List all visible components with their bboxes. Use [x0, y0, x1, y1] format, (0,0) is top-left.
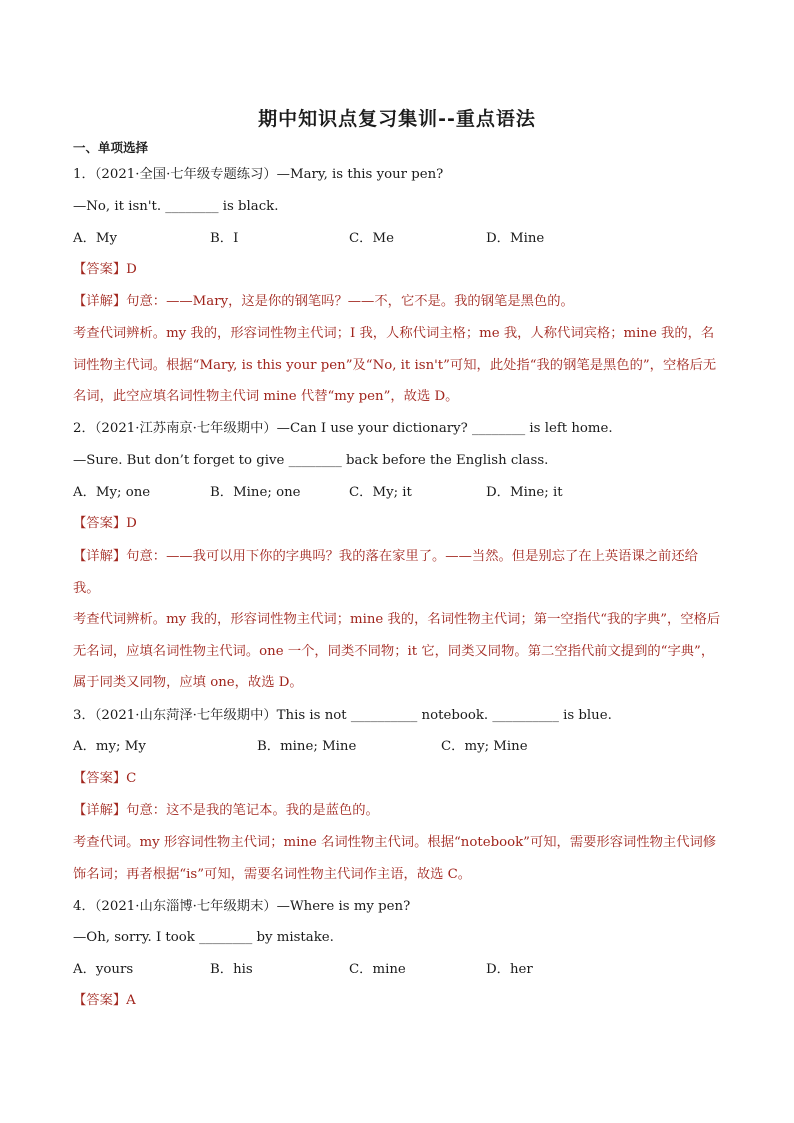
question-2-line2: —Sure. But don’t forget to give ________ back before the English class.	[73, 453, 549, 468]
question-1-line2: —No, it isn't. ________ is black.	[73, 199, 279, 214]
q1-analysis: 考查代词辨析。my 我的，形容词性物主代词；I 我，人称代词主格；me 我，人称代词宾格；mine 我的，名词性物主代词。根据“Mary, is this your pen”及“No, it isn't”可知，此处指“我的钢笔是黑色的”，空格后无名词，此空应填名词性物主代词 mine 代替“my pen”，故选 D。	[73, 326, 717, 404]
q4-option-c: C．mine	[349, 962, 406, 977]
q2-option-b: B．Mine; one	[210, 485, 301, 500]
q2-detail: 【详解】句意：——我可以用下你的字典吗？我的落在家里了。——当然。但是别忘了在上英语课之前还给我。	[73, 549, 698, 596]
q1-option-d: D．Mine	[486, 231, 545, 246]
q4-answer: 【答案】A	[73, 993, 136, 1008]
q3-option-c: C．my; Mine	[441, 739, 528, 754]
q4-option-d: D．her	[486, 962, 533, 977]
q2-option-d: D．Mine; it	[486, 485, 563, 500]
page-title: 期中知识点复习集训--重点语法	[258, 108, 536, 130]
q2-answer: 【答案】D	[73, 516, 137, 531]
q3-analysis: 考查代词。my 形容词性物主代词；mine 名词性物主代词。根据“notebook”可知，需要形容词性物主代词修饰名词；再者根据“is”可知，需要名词性物主代词作主语，故选 C。	[73, 835, 717, 882]
q1-option-c: C．Me	[349, 231, 394, 246]
question-3-stem: 3．（2021·山东菏泽·七年级期中）This is not __________ notebook. __________ is blue.	[73, 708, 612, 723]
q3-answer: 【答案】C	[73, 771, 137, 786]
section-heading: 一、单项选择	[73, 140, 149, 155]
q3-detail: 【详解】句意：这不是我的笔记本。我的是蓝色的。	[73, 803, 379, 818]
q4-option-b: B．his	[210, 962, 253, 977]
question-4-line2: —Oh, sorry. I took ________ by mistake.	[73, 930, 334, 945]
q4-option-a: A．yours	[73, 962, 134, 977]
q3-option-a: A．my; My	[73, 739, 146, 754]
question-4-stem: 4．（2021·山东淄博·七年级期末）—Where is my pen?	[73, 899, 411, 914]
q1-option-b: B．I	[210, 231, 239, 246]
question-2-stem: 2．（2021·江苏南京·七年级期中）—Can I use your dictionary? ________ is left home.	[73, 421, 613, 436]
q3-option-b: B．mine; Mine	[257, 739, 357, 754]
q2-option-c: C．My; it	[349, 485, 412, 500]
q2-option-a: A．My; one	[73, 485, 151, 500]
q1-detail: 【详解】句意：——Mary，这是你的钢笔吗？——不，它不是。我的钢笔是黑色的。	[73, 294, 574, 309]
question-1-stem: 1．（2021·全国·七年级专题练习）—Mary, is this your pen?	[73, 167, 444, 182]
q1-option-a: A．My	[73, 231, 118, 246]
q1-answer: 【答案】D	[73, 262, 137, 277]
q2-analysis: 考查代词辨析。my 我的，形容词性物主代词；mine 我的，名词性物主代词；第一空指代“我的字典”，空格后无名词，应填名词性物主代词。one 一个，同类不同物；it 它，同类又同物。第二空指代前文提到的“字典”，属于同类又同物，应填 one，故选 D。	[73, 612, 721, 690]
